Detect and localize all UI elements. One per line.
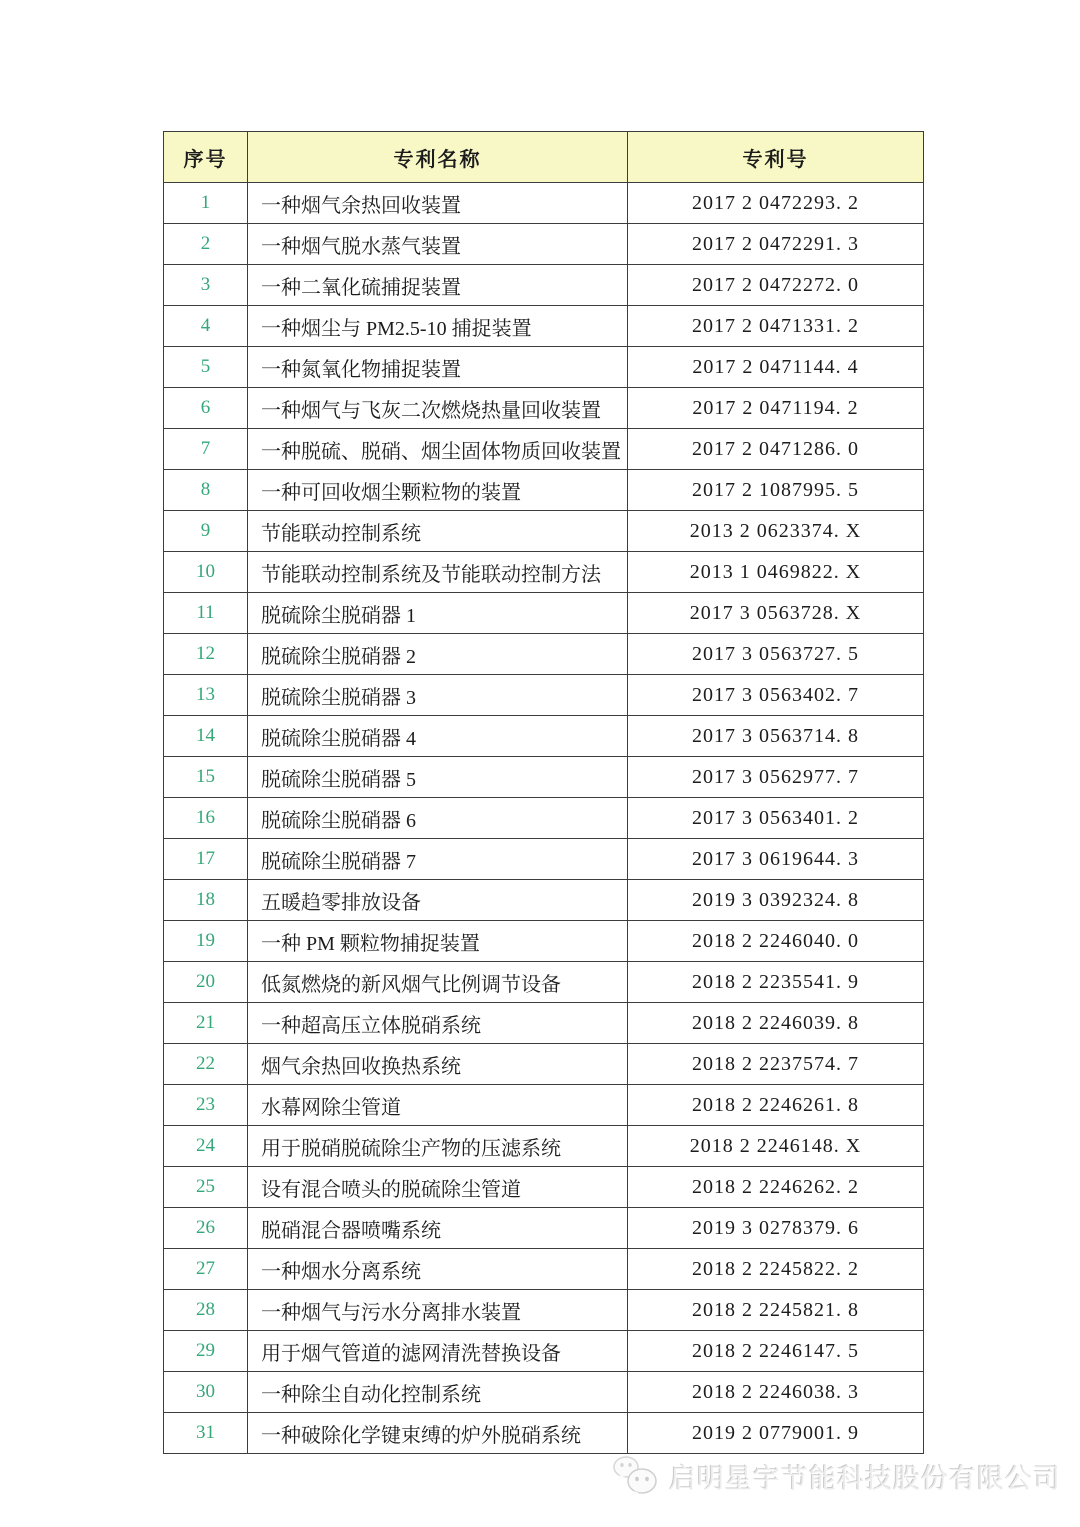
table-row	[164, 1003, 924, 1044]
table-row	[164, 1044, 924, 1085]
table-row	[164, 470, 924, 511]
table-row	[164, 552, 924, 593]
patent-name-cell: 一种烟气脱水蒸气装置	[248, 224, 628, 265]
patent-number-cell: 2018 2 2246261. 8	[628, 1085, 924, 1126]
patent-number-cell: 2017 2 0472293. 2	[628, 183, 924, 224]
row-serial-number-cell: 25	[164, 1167, 248, 1208]
row-serial-number-cell: 15	[164, 757, 248, 798]
row-serial-number-cell: 6	[164, 388, 248, 429]
row-serial-number-cell: 21	[164, 1003, 248, 1044]
patent-number-cell: 2017 2 0472272. 0	[628, 265, 924, 306]
wechat-icon	[612, 1454, 660, 1498]
patent-number-cell: 2017 3 0562977. 7	[628, 757, 924, 798]
table-row	[164, 962, 924, 1003]
row-serial-number-cell: 16	[164, 798, 248, 839]
row-serial-number-cell: 26	[164, 1208, 248, 1249]
table-row	[164, 1331, 924, 1372]
patent-name-cell: 用于烟气管道的滤网清洗替换设备	[248, 1331, 628, 1372]
row-serial-number-cell: 14	[164, 716, 248, 757]
table-row	[164, 347, 924, 388]
row-serial-number-cell: 20	[164, 962, 248, 1003]
row-serial-number-cell: 17	[164, 839, 248, 880]
table-row	[164, 224, 924, 265]
patent-name-cell: 一种烟尘与 PM2.5-10 捕捉装置	[248, 306, 628, 347]
patent-name-cell: 脱硫除尘脱硝器 6	[248, 798, 628, 839]
patent-table-header	[164, 132, 924, 183]
patent-name-cell: 脱硫除尘脱硝器 2	[248, 634, 628, 675]
patent-number-cell: 2019 2 0779001. 9	[628, 1413, 924, 1454]
table-row	[164, 1372, 924, 1413]
patent-number-cell: 2017 3 0563728. X	[628, 593, 924, 634]
patent-name-cell: 脱硫除尘脱硝器 1	[248, 593, 628, 634]
patent-name-cell: 一种除尘自动化控制系统	[248, 1372, 628, 1413]
header-row	[164, 132, 924, 183]
company-name-watermark: 启明星宇节能科技股份有限公司	[669, 1463, 1061, 1494]
patent-number-cell: 2018 2 2246039. 8	[628, 1003, 924, 1044]
table-row	[164, 716, 924, 757]
table-row	[164, 183, 924, 224]
patent-name-cell: 一种 PM 颗粒物捕捉装置	[248, 921, 628, 962]
table-row	[164, 1208, 924, 1249]
patent-name-cell: 低氮燃烧的新风烟气比例调节设备	[248, 962, 628, 1003]
row-serial-number-cell: 11	[164, 593, 248, 634]
table-row	[164, 429, 924, 470]
row-serial-number-cell: 22	[164, 1044, 248, 1085]
patent-name-cell: 水幕网除尘管道	[248, 1085, 628, 1126]
patent-number-cell: 2018 2 2246038. 3	[628, 1372, 924, 1413]
patent-name-cell: 一种烟气余热回收装置	[248, 183, 628, 224]
patent-number-cell: 2013 2 0623374. X	[628, 511, 924, 552]
patent-number-cell: 2017 2 0471331. 2	[628, 306, 924, 347]
table-row	[164, 593, 924, 634]
patent-number-cell: 2018 2 2245822. 2	[628, 1249, 924, 1290]
row-serial-number-cell: 27	[164, 1249, 248, 1290]
patent-number-cell: 2019 3 0392324. 8	[628, 880, 924, 921]
patent-number-cell: 2018 2 2246262. 2	[628, 1167, 924, 1208]
table-row	[164, 1085, 924, 1126]
patent-number-cell: 2018 2 2246147. 5	[628, 1331, 924, 1372]
patent-name-cell: 一种可回收烟尘颗粒物的装置	[248, 470, 628, 511]
table-row	[164, 265, 924, 306]
patent-number-cell: 2017 3 0563714. 8	[628, 716, 924, 757]
patent-number-cell: 2017 2 0472291. 3	[628, 224, 924, 265]
table-row	[164, 921, 924, 962]
patent-number-cell: 2017 3 0619644. 3	[628, 839, 924, 880]
patent-name-cell: 一种烟气与飞灰二次燃烧热量回收装置	[248, 388, 628, 429]
patent-name-cell: 脱硫除尘脱硝器 4	[248, 716, 628, 757]
patent-name-cell: 一种超高压立体脱硝系统	[248, 1003, 628, 1044]
patent-table-body	[164, 183, 924, 1454]
row-serial-number-cell: 30	[164, 1372, 248, 1413]
row-serial-number-cell: 7	[164, 429, 248, 470]
row-serial-number-cell: 9	[164, 511, 248, 552]
patent-number-cell: 2018 2 2237574. 7	[628, 1044, 924, 1085]
row-serial-number-cell: 18	[164, 880, 248, 921]
table-row	[164, 1249, 924, 1290]
row-serial-number-cell: 19	[164, 921, 248, 962]
row-serial-number-cell: 23	[164, 1085, 248, 1126]
watermark	[612, 1452, 1061, 1500]
table-row	[164, 1167, 924, 1208]
patent-name-cell: 一种破除化学键束缚的炉外脱硝系统	[248, 1413, 628, 1454]
patent-name-cell: 节能联动控制系统	[248, 511, 628, 552]
patent-name-cell: 一种二氧化硫捕捉装置	[248, 265, 628, 306]
table-row	[164, 306, 924, 347]
patent-name-cell: 五暖趋零排放设备	[248, 880, 628, 921]
row-serial-number-cell: 29	[164, 1331, 248, 1372]
table-row	[164, 757, 924, 798]
row-serial-number-cell: 3	[164, 265, 248, 306]
patent-number-cell: 2017 2 1087995. 5	[628, 470, 924, 511]
patent-number-cell: 2017 2 0471144. 4	[628, 347, 924, 388]
row-serial-number-cell: 1	[164, 183, 248, 224]
patent-number-cell: 2013 1 0469822. X	[628, 552, 924, 593]
table-row	[164, 388, 924, 429]
patent-number-cell: 2017 3 0563401. 2	[628, 798, 924, 839]
row-serial-number-cell: 24	[164, 1126, 248, 1167]
patent-number-cell: 2018 2 2245821. 8	[628, 1290, 924, 1331]
patent-name-cell: 一种脱硫、脱硝、烟尘固体物质回收装置	[248, 429, 628, 470]
table-row	[164, 880, 924, 921]
patent-table	[163, 131, 924, 1454]
row-serial-number-cell: 28	[164, 1290, 248, 1331]
patent-number-cell: 2019 3 0278379. 6	[628, 1208, 924, 1249]
table-row	[164, 1413, 924, 1454]
patent-name-cell: 脱硝混合器喷嘴系统	[248, 1208, 628, 1249]
patent-name-cell: 脱硫除尘脱硝器 7	[248, 839, 628, 880]
patent-number-cell: 2018 2 2246040. 0	[628, 921, 924, 962]
table-row	[164, 1126, 924, 1167]
patent-name-cell: 烟气余热回收换热系统	[248, 1044, 628, 1085]
patent-number-cell: 2018 2 2246148. X	[628, 1126, 924, 1167]
row-serial-number-cell: 8	[164, 470, 248, 511]
patent-number-cell: 2017 2 0471194. 2	[628, 388, 924, 429]
row-serial-number-cell: 13	[164, 675, 248, 716]
patent-name-cell: 脱硫除尘脱硝器 5	[248, 757, 628, 798]
patent-name-cell: 一种烟水分离系统	[248, 1249, 628, 1290]
table-row	[164, 675, 924, 716]
patent-table-container	[163, 131, 923, 1454]
patent-number-cell: 2017 3 0563402. 7	[628, 675, 924, 716]
row-serial-number-cell: 31	[164, 1413, 248, 1454]
patent-name-cell: 设有混合喷头的脱硫除尘管道	[248, 1167, 628, 1208]
column-header-patent-name: 专利名称	[248, 132, 628, 183]
table-row	[164, 1290, 924, 1331]
table-row	[164, 511, 924, 552]
patent-name-cell: 用于脱硝脱硫除尘产物的压滤系统	[248, 1126, 628, 1167]
row-serial-number-cell: 4	[164, 306, 248, 347]
table-row	[164, 798, 924, 839]
table-row	[164, 839, 924, 880]
row-serial-number-cell: 10	[164, 552, 248, 593]
patent-number-cell: 2017 2 0471286. 0	[628, 429, 924, 470]
row-serial-number-cell: 5	[164, 347, 248, 388]
column-header-patent-number: 专利号	[628, 132, 924, 183]
table-row	[164, 634, 924, 675]
row-serial-number-cell: 2	[164, 224, 248, 265]
column-header-serial-number: 序号	[164, 132, 248, 183]
patent-name-cell: 节能联动控制系统及节能联动控制方法	[248, 552, 628, 593]
patent-number-cell: 2017 3 0563727. 5	[628, 634, 924, 675]
patent-name-cell: 脱硫除尘脱硝器 3	[248, 675, 628, 716]
row-serial-number-cell: 12	[164, 634, 248, 675]
patent-name-cell: 一种氮氧化物捕捉装置	[248, 347, 628, 388]
patent-number-cell: 2018 2 2235541. 9	[628, 962, 924, 1003]
patent-name-cell: 一种烟气与污水分离排水装置	[248, 1290, 628, 1331]
